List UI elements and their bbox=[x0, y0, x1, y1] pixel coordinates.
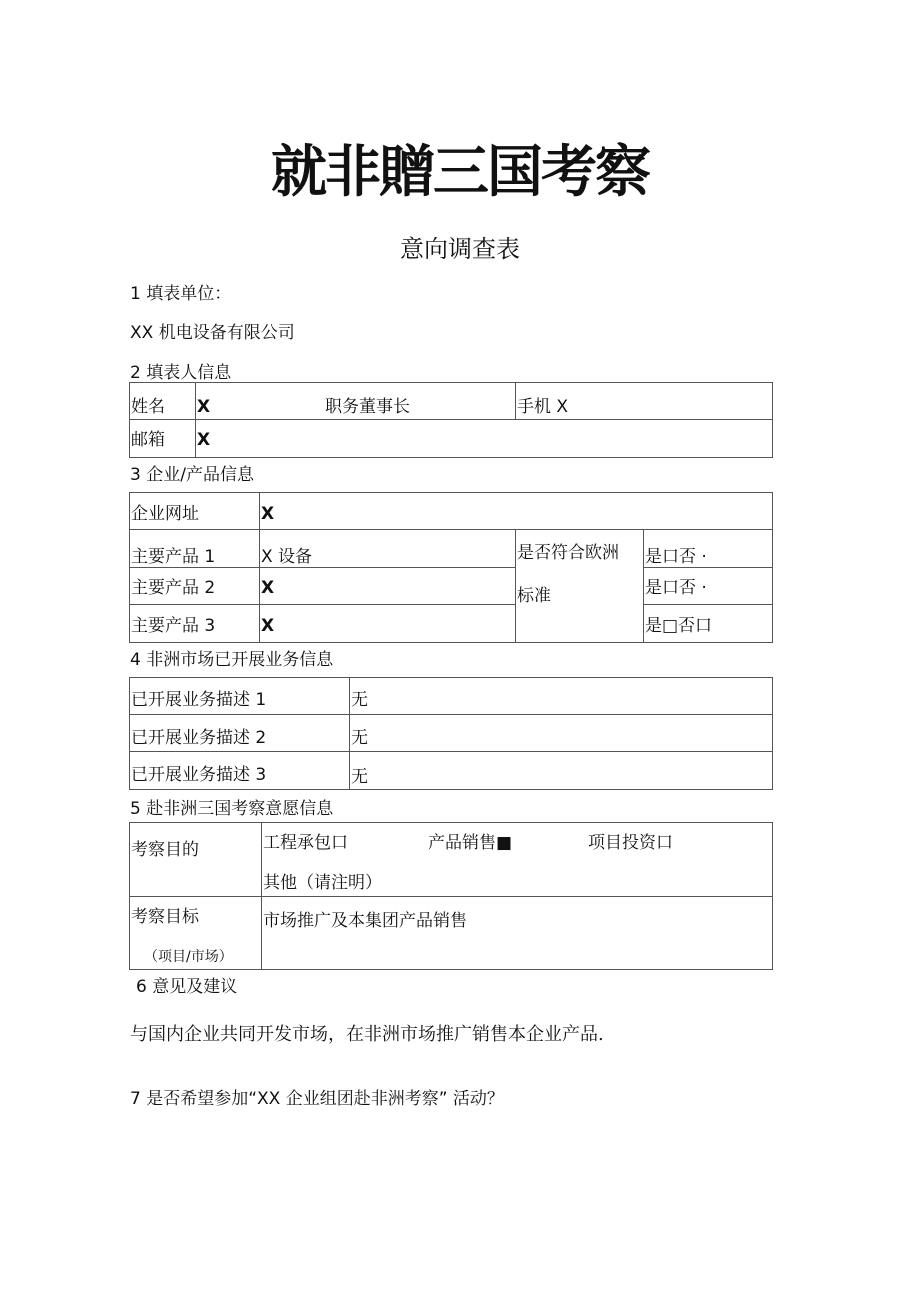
name-label: 姓名 bbox=[131, 397, 165, 417]
purpose-option-other[interactable]: 其他（请注明） bbox=[263, 873, 382, 893]
section5-heading: 5 赴非洲三国考察意愿信息 bbox=[130, 799, 334, 819]
purpose-label: 考察目的 bbox=[131, 840, 199, 860]
eu-standard-label-line1: 是否符合欧洲 bbox=[517, 543, 619, 563]
contact-table bbox=[129, 382, 773, 458]
trip-intent-table bbox=[129, 822, 773, 970]
business-desc-2-label: 已开展业务描述 2 bbox=[131, 728, 267, 748]
purpose-option-sales[interactable]: 产品销售■ bbox=[428, 833, 513, 853]
product-3-value: X bbox=[261, 616, 275, 636]
target-label: 考察目标 bbox=[131, 907, 199, 927]
section3-heading: 3 企业/产品信息 bbox=[130, 465, 254, 485]
company-name: XX 机电设备有限公司 bbox=[130, 323, 295, 343]
position-text: 职务董事长 bbox=[325, 397, 410, 417]
product-1-label: 主要产品 1 bbox=[131, 547, 216, 567]
phone-text: 手机 X bbox=[517, 397, 569, 417]
product-2-label: 主要产品 2 bbox=[131, 578, 216, 598]
business-desc-1-value: 无 bbox=[351, 690, 368, 710]
business-desc-3-value: 无 bbox=[351, 767, 368, 787]
purpose-option-engineering[interactable]: 工程承包口 bbox=[263, 833, 348, 853]
product-3-eu-option[interactable]: 是□否口 bbox=[645, 616, 713, 636]
product-table bbox=[129, 492, 773, 643]
purpose-option-investment[interactable]: 项目投资口 bbox=[588, 833, 673, 853]
page-subtitle: 意向调查表 bbox=[400, 235, 520, 263]
target-value: 市场推广及本集团产品销售 bbox=[263, 911, 467, 931]
page-title: 就非贈三国考察 bbox=[271, 140, 649, 205]
section1-heading: 1 填表单位： bbox=[130, 284, 232, 304]
suggestion-text: 与国内企业共同开发市场，在非洲市场推广销售本企业产品. bbox=[130, 1024, 604, 1045]
africa-business-table bbox=[129, 677, 773, 790]
product-3-label: 主要产品 3 bbox=[131, 616, 216, 636]
business-desc-1-label: 已开展业务描述 1 bbox=[131, 690, 267, 710]
email-label: 邮箱 bbox=[131, 430, 165, 450]
eu-standard-label-line2: 标准 bbox=[517, 586, 551, 606]
section6-heading: 6 意见及建议 bbox=[136, 977, 238, 997]
product-1-value: X 设备 bbox=[261, 547, 313, 567]
section4-heading: 4 非洲市场已开展业务信息 bbox=[130, 650, 334, 670]
section7-heading: 7 是否希望参加“XX 企业组团赴非洲考察” 活动？ bbox=[130, 1089, 504, 1109]
target-sublabel: （项目/市场） bbox=[144, 949, 233, 965]
email-value: X bbox=[197, 430, 211, 450]
business-desc-3-label: 已开展业务描述 3 bbox=[131, 765, 267, 785]
website-label: 企业网址 bbox=[131, 504, 199, 524]
product-1-eu-option[interactable]: 是口否 · bbox=[645, 547, 707, 567]
website-value: X bbox=[261, 504, 275, 524]
business-desc-2-value: 无 bbox=[351, 728, 368, 748]
product-2-value: X bbox=[261, 578, 275, 598]
product-2-eu-option[interactable]: 是口否 · bbox=[645, 578, 707, 598]
section2-heading: 2 填表人信息 bbox=[130, 363, 232, 383]
name-value: X bbox=[197, 397, 211, 417]
